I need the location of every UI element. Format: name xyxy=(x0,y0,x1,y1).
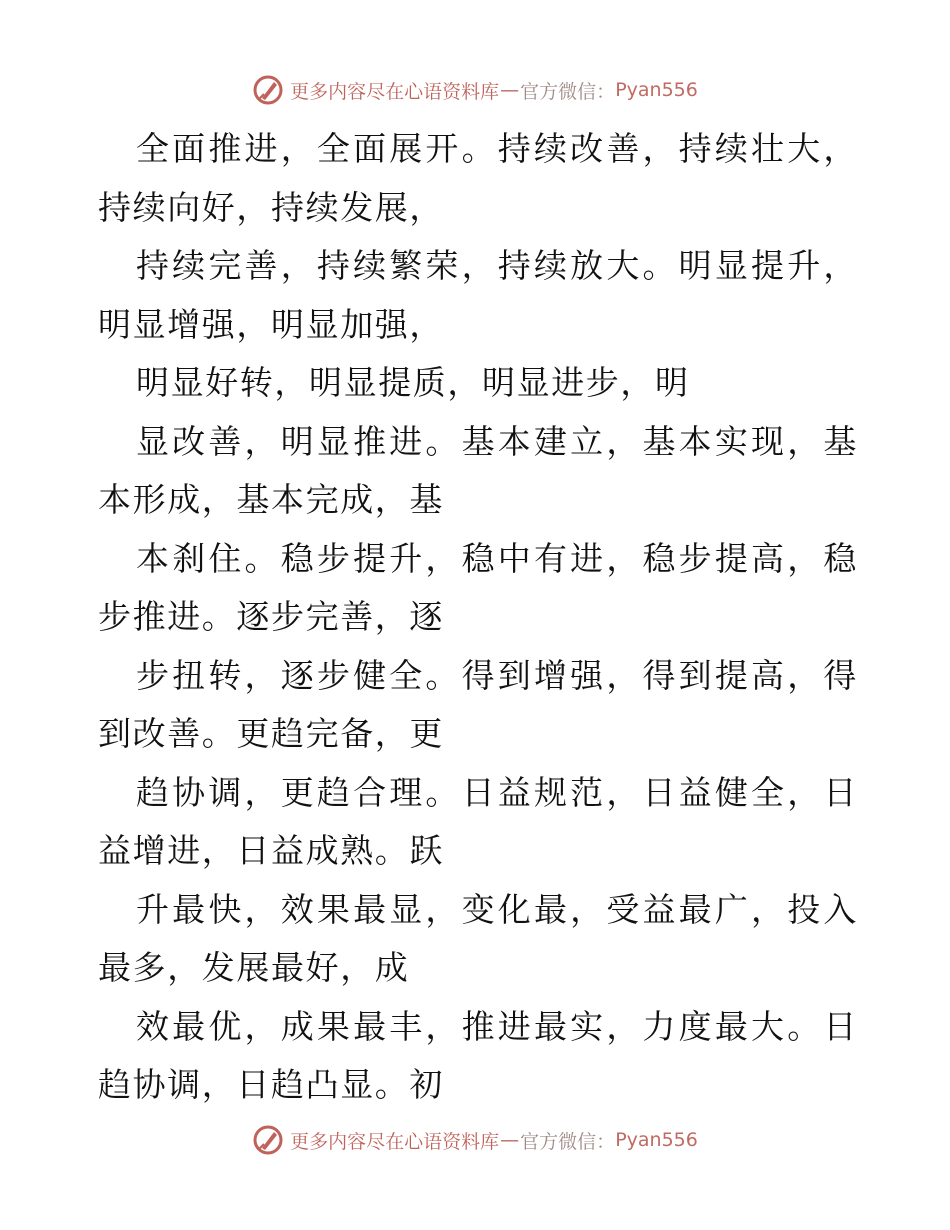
watermark-dash: — xyxy=(500,79,520,101)
paragraph: 持续完善，持续繁荣，持续放大。明显提升，明显增强，明显加强， xyxy=(98,246,858,344)
document-body xyxy=(98,120,858,1115)
paragraph: 显改善，明显推进。基本建立，基本实现，基本形成，基本完成，基 xyxy=(98,421,858,519)
watermark-dash: — xyxy=(500,1129,520,1151)
paragraph: 步扭转，逐步健全。得到增强，得到提高，得到改善。更趋完备，更 xyxy=(98,655,858,753)
watermark-label: 官方微信： xyxy=(520,1130,616,1153)
header-watermark xyxy=(0,70,950,110)
watermark-wechat-id: Pyan556 xyxy=(615,79,698,101)
paragraph: 明显好转，明显提质，明显进步，明 xyxy=(136,363,690,402)
paragraph: 全面推进，全面展开。持续改善，持续壮大，持续向好，持续发展， xyxy=(98,129,858,227)
watermark-label: 官方微信： xyxy=(520,80,616,103)
paragraph: 趋协调，更趋合理。日益规范，日益健全，日益增进，日益成熟。跃 xyxy=(98,772,858,870)
watermark-wechat-id: Pyan556 xyxy=(615,1129,698,1151)
watermark-site-text: 更多内容尽在心语资料库 xyxy=(290,1130,500,1153)
quill-logo-icon xyxy=(252,74,284,106)
footer-watermark xyxy=(0,1120,950,1160)
paragraph: 本刹住。稳步提升，稳中有进，稳步提高，稳步推进。逐步完善，逐 xyxy=(98,538,858,636)
paragraph: 升最快，效果最显，变化最，受益最广，投入最多，发展最好，成 xyxy=(98,889,858,987)
paragraph: 效最优，成果最丰，推进最实，力度最大。日趋协调，日趋凸显。初 xyxy=(98,1006,858,1104)
quill-logo-icon xyxy=(252,1124,284,1156)
watermark-site-text: 更多内容尽在心语资料库 xyxy=(290,80,500,103)
